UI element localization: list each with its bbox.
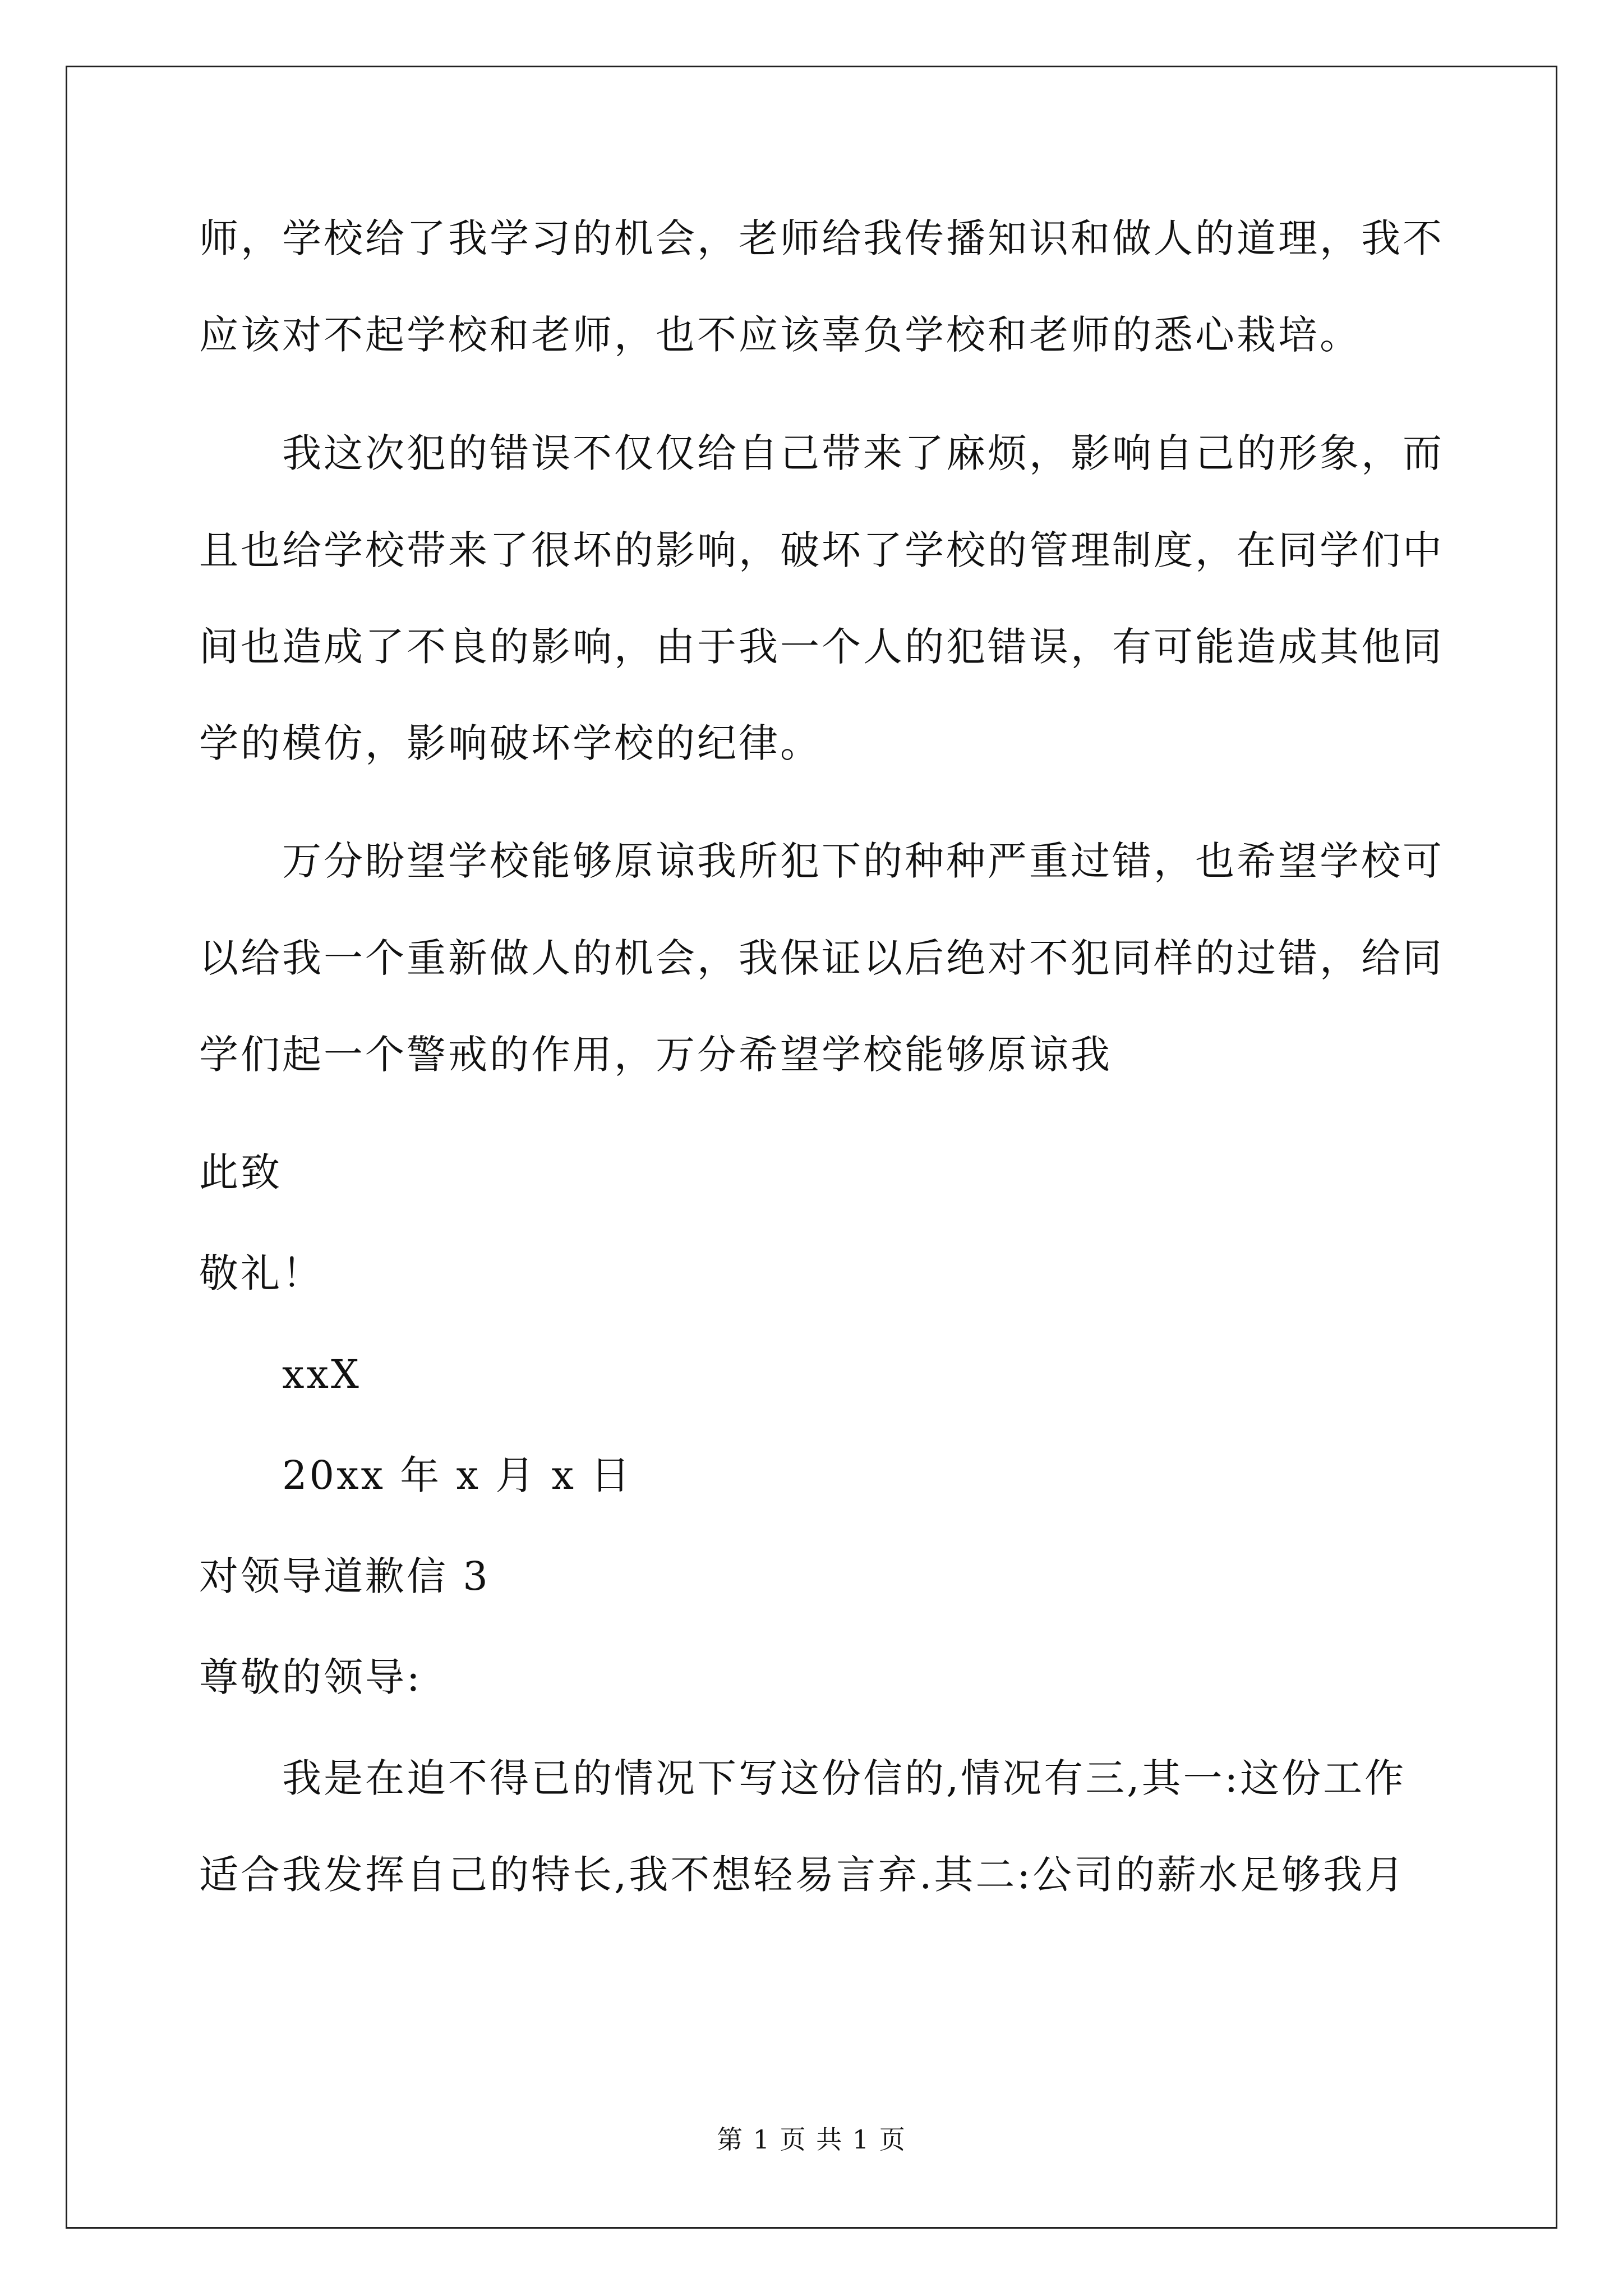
letter-heading: 对领导道歉信 3 xyxy=(199,1553,490,1599)
page-border xyxy=(66,66,1557,2229)
letter-greeting: 尊敬的领导: xyxy=(199,1654,422,1700)
signature-name: xxX xyxy=(282,1351,361,1397)
text-line: 以给我一个重新做人的机会，我保证以后绝对不犯同样的过错，给同 xyxy=(199,935,1444,981)
text-line: 适合我发挥自己的特长,我不想轻易言弃.其二:公司的薪水足够我月 xyxy=(199,1852,1407,1898)
page-number-footer: 第 1 页 共 1 页 xyxy=(717,2124,906,2155)
text-line: 学们起一个警戒的作用，万分希望学校能够原谅我 xyxy=(199,1032,1112,1078)
text-line: 学的模仿，影响破坏学校的纪律。 xyxy=(199,720,822,766)
paragraph-start: 我是在迫不得已的情况下写这份信的,情况有三,其一:这份工作 xyxy=(282,1755,1407,1801)
signature-date: 20xx 年 x 月 x 日 xyxy=(282,1452,633,1498)
text-line: 且也给学校带来了很坏的影响，破坏了学校的管理制度，在同学们中 xyxy=(199,527,1444,573)
text-line: 应该对不起学校和老师，也不应该辜负学校和老师的悉心栽培。 xyxy=(199,312,1361,358)
closing-regards: 敬礼！ xyxy=(199,1250,324,1296)
text-line: 师，学校给了我学习的机会，老师给我传播知识和做人的道理，我不 xyxy=(199,215,1444,261)
paragraph-start: 万分盼望学校能够原谅我所犯下的种种严重过错，也希望学校可 xyxy=(282,838,1444,884)
paragraph-start: 我这次犯的错误不仅仅给自己带来了麻烦，影响自己的形象，而 xyxy=(282,430,1444,476)
text-line: 间也造成了不良的影响，由于我一个人的犯错误，有可能造成其他同 xyxy=(199,624,1444,670)
closing-salutation: 此致 xyxy=(199,1149,282,1195)
